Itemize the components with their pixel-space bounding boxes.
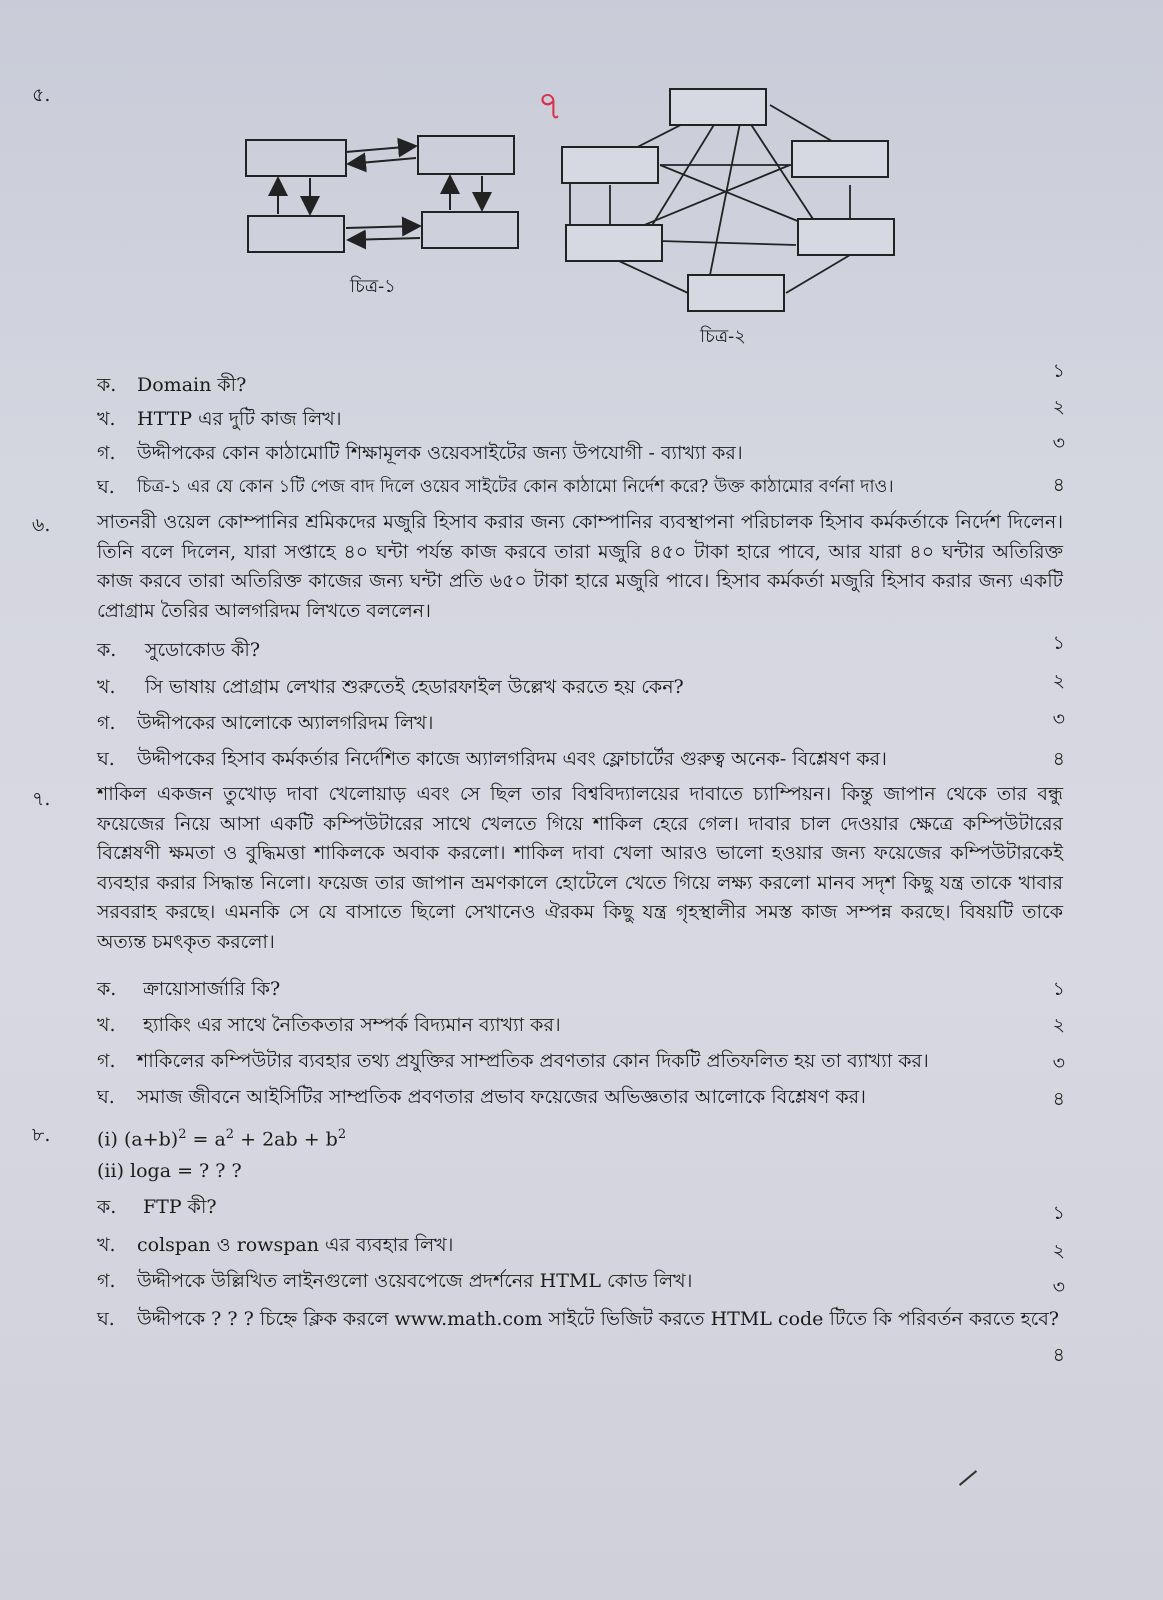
q5-item-kha-mark: ২ (1052, 396, 1065, 418)
q6-item-ka-label: ক. (97, 639, 117, 661)
question-6-number: ৬. (32, 514, 51, 536)
q7-item-ga-text: শাকিলের কম্পিউটার ব্যবহার তথ্য প্রযুক্তির সাম্প্রতিক প্রবণতার কোন দিকটি প্রতিফলিত হয় তা ব্যাখ্যা কর। (137, 1050, 929, 1072)
q8-item-ka-mark: ১ (1052, 1202, 1065, 1224)
q6-item-gha-text: উদ্দীপকের হিসাব কর্মকর্তার নির্দেশিত কাজে অ্যালগরিদম এবং ফ্লোচার্টের গুরুত্ব অনেক- বিশ্লেষণ কর। (137, 748, 887, 770)
q6-item-ga-mark: ৩ (1052, 708, 1065, 730)
q7-item-ka-text: ক্রায়োসার্জারি কি? (143, 978, 281, 1000)
formula1-prefix: (i) (a+b) (97, 1128, 179, 1151)
fig2-page-box (792, 141, 888, 177)
q6-item-ka-text: সুডোকোড কী? (145, 639, 261, 661)
q7-item-ka-label: ক. (97, 978, 117, 1000)
q6-item-kha-text: সি ভাষায় প্রোগ্রাম লেখার শুরুতেই হেডারফাইল উল্লেখ করতে হয় কেন? (145, 676, 684, 698)
formula1-exp: 2 (178, 1127, 187, 1142)
q5-item-ga-mark: ৩ (1052, 432, 1065, 454)
q8-item-gha-label: ঘ. (97, 1308, 115, 1330)
q5-item-ka-text: Domain কী? (137, 374, 247, 396)
q6-item-kha-mark: ২ (1052, 670, 1065, 692)
formula1-exp: 2 (337, 1127, 347, 1142)
q6-stem: সাতনরী ওয়েল কোম্পানির শ্রমিকদের মজুরি হিসাব করার জন্য কোম্পানির ব্যবস্থাপনা পরিচালক হিসাব কর্মকর্তাকে নির্দেশ দিলেন। তিনি বলে দিলেন, যারা সপ্তাহে ৪০ ঘন্টা পর্যন্ত কাজ করবে তারা মজুরি ৪৫০ টাকা হারে পাবে, আর যারা ৪০ ঘন্টার অতিরিক্ত কাজ করবে তারা অতিরিক্ত কাজের জন্য ঘন্টা প্রতি ৬৫০ টাকা হারে মজুরি পাবে। হিসাব কর্মকর্তা মজুরি হিসাব করার জন্য একটি প্রোগ্রাম তৈরির আলগরিদম লিখতে বললেন। (97, 511, 1063, 622)
q8-item-ga-label: গ. (97, 1270, 116, 1292)
question-5-number: ৫. (32, 84, 51, 106)
formula1-exp: 2 (225, 1127, 235, 1142)
q7-item-gha-mark: ৪ (1052, 1088, 1065, 1110)
question-7-number: ৭. (32, 788, 51, 810)
q7-item-ga-mark: ৩ (1052, 1052, 1065, 1074)
pen-stroke (959, 1470, 977, 1486)
q7-item-gha-text: সমাজ জীবনে আইসিটির সাম্প্রতিক প্রবণতার প্রভাব ফয়েজের অভিজ্ঞতার আলোকে বিশ্লেষণ কর। (137, 1086, 866, 1108)
figure-2-mesh-structure (560, 85, 910, 325)
q8-item-ka-label: ক. (97, 1196, 117, 1218)
fig1-page-box (422, 212, 518, 248)
fig2-page-box (798, 219, 894, 255)
q6-item-ga-text: উদ্দীপকের আলোকে অ্যালগরিদম লিখ। (137, 712, 434, 734)
q7-stem: শাকিল একজন তুখোড় দাবা খেলোয়াড় এবং সে ছিল তার বিশ্ববিদ্যালয়ের দাবাতে চ্যাম্পিয়ন। কিন্তু জাপান থেকে তার বন্ধু ফয়েজের নিয়ে আসা একটি কম্পিউটারের সাথে খেলতে গিয়ে শাকিল হেরে গেল। দাবার চাল দেওয়ার ক্ষেত্রে কম্পিউটারের বিশ্লেষণী ক্ষমতা ও বুদ্ধিমত্তা শাকিলকে অবাক করলো। শাকিল দাবা খেলা আরও ভালো হওয়ার জন্য ফয়েজের কম্পিউটারকেই ব্যবহার করার সিদ্ধান্ত নিলো। ফয়েজ তার জাপান ভ্রমণকালে হোটেলে খেতে গিয়ে লক্ষ্য করলো মানব সদৃশ কিছু যন্ত্র তাকে খাবার সরবরাহ করছে। এমনকি সে যে বাসাতে ছিলো সেখানেও ঐরকম কিছু যন্ত্র গৃহস্থালীর সমস্ত কাজ সম্পন্ন করছে। বিষয়টি তাকে অত্যন্ত চমৎকৃত করলো। (97, 783, 1063, 953)
q6-item-ka-mark: ১ (1052, 632, 1065, 654)
q7-item-kha-text: হ্যাকিং এর সাথে নৈতিকতার সম্পর্ক বিদ্যমান ব্যাখ্যা কর। (143, 1014, 561, 1036)
q8-item-gha-text: উদ্দীপকে ? ? ? চিহ্নে ক্লিক করলে www.math.com সাইটে ভিজিট করতে HTML code টিতে কি পরিবর্তন করতে হবে? (137, 1308, 1059, 1330)
q8-item-kha-label: খ. (97, 1234, 116, 1256)
fig2-page-box (688, 275, 784, 311)
q8-item-ga-mark: ৩ (1052, 1276, 1065, 1298)
q7-item-kha-label: খ. (97, 1014, 116, 1036)
q8-item-gha-mark: ৪ (1052, 1344, 1065, 1366)
handwritten-mark: ৭ (537, 83, 564, 129)
fig1-page-box (248, 216, 344, 252)
q5-item-gha-mark: ৪ (1052, 474, 1065, 496)
fig1-page-box (246, 140, 346, 176)
q5-item-ka-mark: ১ (1052, 360, 1065, 382)
q5-item-kha-label: খ. (97, 408, 116, 430)
q8-item-kha-mark: ২ (1052, 1240, 1065, 1262)
q7-item-ka-mark: ১ (1052, 978, 1065, 1000)
q8-item-ga-text: উদ্দীপকে উল্লিখিত লাইনগুলো ওয়েবপেজে প্রদর্শনের HTML কোড লিখ। (137, 1270, 693, 1292)
q5-item-ga-text: উদ্দীপকের কোন কাঠামোটি শিক্ষামূলক ওয়েবসাইটের জন্য উপযোগী - ব্যাখ্যা কর। (137, 442, 743, 464)
q7-item-kha-mark: ২ (1052, 1014, 1065, 1036)
figure-1-caption: চিত্র-১ (350, 276, 396, 297)
q6-item-kha-label: খ. (97, 676, 116, 698)
fig2-page-box (670, 89, 766, 125)
q8-formula-2: (ii) loga = ? ? ? (97, 1160, 242, 1182)
q5-item-gha-label: ঘ. (97, 476, 115, 498)
q6-item-ga-label: গ. (97, 712, 116, 734)
q8-item-kha-text: colspan ও rowspan এর ব্যবহার লিখ। (137, 1234, 454, 1256)
q6-item-gha-mark: ৪ (1052, 748, 1065, 770)
fig1-page-box (418, 136, 514, 174)
q8-item-ka-text: FTP কী? (143, 1196, 217, 1218)
fig2-page-box (566, 225, 662, 261)
q6-item-gha-label: ঘ. (97, 748, 115, 770)
q7-item-gha-label: ঘ. (97, 1086, 115, 1108)
question-8-number: ৮. (32, 1124, 51, 1146)
q7-item-ga-label: গ. (97, 1050, 116, 1072)
q8-formula-1 (97, 1122, 346, 1152)
q5-item-kha-text: HTTP এর দুটি কাজ লিখ। (137, 408, 342, 430)
figure-2-caption: চিত্র-২ (700, 326, 746, 347)
fig2-page-box (562, 147, 658, 183)
q5-item-ka-label: ক. (97, 374, 117, 396)
figure-1-linear-structure (240, 130, 530, 260)
q5-item-gha-text: চিত্র-১ এর যে কোন ১টি পেজ বাদ দিলে ওয়েব সাইটের কোন কাঠামো নির্দেশ করে? উক্ত কাঠামোর বর্ণনা দাও। (137, 477, 894, 497)
q5-item-ga-label: গ. (97, 442, 116, 464)
formula1-suffix: + 2ab + b (234, 1128, 338, 1151)
formula1-middle: = a (186, 1128, 226, 1151)
